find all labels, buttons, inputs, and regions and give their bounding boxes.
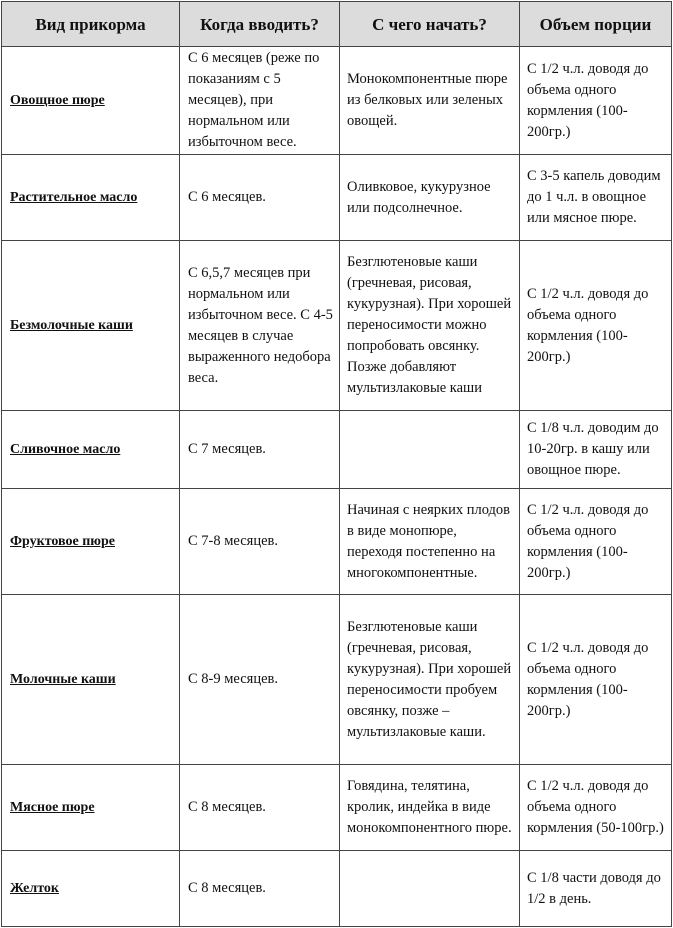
table-row	[2, 595, 672, 765]
table-row	[2, 411, 672, 489]
feeding-table	[1, 1, 672, 927]
table-header-row	[2, 2, 672, 47]
start-cell	[340, 411, 520, 489]
food-name: Безмолочные каши	[2, 241, 180, 411]
food-name: Желток	[2, 851, 180, 927]
start-cell: Начиная с неярких плодов в виде монопюре, переходя постепенно на многокомпонентные.	[340, 489, 520, 595]
portion-cell: С 1/8 ч.л. доводим до 10-20гр. в кашу или овощное пюре.	[520, 411, 672, 489]
header-when: Когда вводить?	[180, 2, 340, 47]
food-name: Мясное пюре	[2, 765, 180, 851]
header-food-type: Вид прикорма	[2, 2, 180, 47]
when-cell: С 6 месяцев.	[180, 155, 340, 241]
portion-cell: С 3-5 капель доводим до 1 ч.л. в овощное или мясное пюре.	[520, 155, 672, 241]
table-row	[2, 241, 672, 411]
start-cell: Оливковое, кукурузное или подсолнечное.	[340, 155, 520, 241]
when-cell: С 7 месяцев.	[180, 411, 340, 489]
start-cell: Безглютеновые каши (гречневая, рисовая, кукурузная). При хорошей переносимости пробуем овсянку, позже – мультизлаковые каши.	[340, 595, 520, 765]
food-name: Овощное пюре	[2, 47, 180, 155]
table-row	[2, 155, 672, 241]
when-cell: С 7-8 месяцев.	[180, 489, 340, 595]
when-cell: С 8 месяцев.	[180, 765, 340, 851]
food-name: Сливочное масло	[2, 411, 180, 489]
table-row	[2, 765, 672, 851]
table-row	[2, 489, 672, 595]
portion-cell: С 1/2 ч.л. доводя до объема одного кормления (100-200гр.)	[520, 241, 672, 411]
header-start: С чего начать?	[340, 2, 520, 47]
portion-cell: С 1/2 ч.л. доводя до объема одного кормления (100-200гр.)	[520, 47, 672, 155]
when-cell: С 8-9 месяцев.	[180, 595, 340, 765]
portion-cell: С 1/2 ч.л. доводя до объема одного кормления (50-100гр.)	[520, 765, 672, 851]
portion-cell: С 1/2 ч.л. доводя до объема одного кормления (100-200гр.)	[520, 489, 672, 595]
when-cell: С 6,5,7 месяцев при нормальном или избыточном весе. С 4-5 месяцев в случае выраженного недобора веса.	[180, 241, 340, 411]
portion-cell: С 1/8 части доводя до 1/2 в день.	[520, 851, 672, 927]
food-name: Фруктовое пюре	[2, 489, 180, 595]
table-row	[2, 851, 672, 927]
food-name: Молочные каши	[2, 595, 180, 765]
start-cell	[340, 851, 520, 927]
start-cell: Говядина, телятина, кролик, индейка в виде монокомпонентного пюре.	[340, 765, 520, 851]
food-name: Растительное масло	[2, 155, 180, 241]
start-cell: Монокомпонентные пюре из белковых или зеленых овощей.	[340, 47, 520, 155]
header-portion: Объем порции	[520, 2, 672, 47]
when-cell: С 6 месяцев (реже по показаниям с 5 месяцев), при нормальном или избыточном весе.	[180, 47, 340, 155]
portion-cell: С 1/2 ч.л. доводя до объема одного кормления (100-200гр.)	[520, 595, 672, 765]
table-row	[2, 47, 672, 155]
when-cell: С 8 месяцев.	[180, 851, 340, 927]
start-cell: Безглютеновые каши (гречневая, рисовая, кукурузная). При хорошей переносимости можно попробовать овсянку. Позже добавляют мультизлаковые каши	[340, 241, 520, 411]
